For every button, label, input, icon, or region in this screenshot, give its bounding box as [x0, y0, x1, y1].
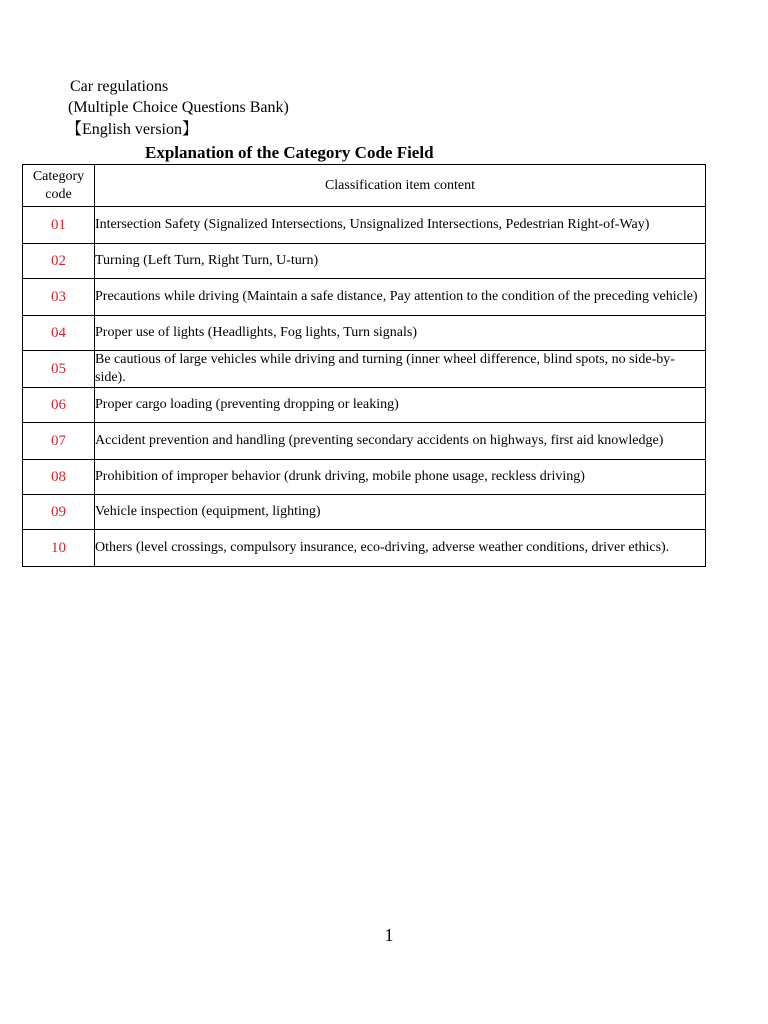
column-header-code-line2: code	[45, 186, 72, 202]
language-version: 【English version】	[66, 121, 198, 138]
category-code: 02	[23, 244, 95, 279]
table-row	[23, 316, 706, 351]
category-code: 05	[23, 351, 95, 388]
category-content: Intersection Safety (Signalized Intersections, Unsignalized Intersections, Pedestrian Right-of-Way)	[95, 207, 706, 244]
column-header-content: Classification item content	[95, 165, 706, 207]
table-row	[23, 279, 706, 316]
table-row	[23, 460, 706, 495]
category-content: Proper cargo loading (preventing dropping or leaking)	[95, 388, 706, 423]
category-content: Be cautious of large vehicles while driving and turning (inner wheel difference, blind spots, no side-by-side).	[95, 351, 706, 388]
document-title: Car regulations	[70, 78, 169, 95]
category-code: 07	[23, 423, 95, 460]
category-content: Precautions while driving (Maintain a safe distance, Pay attention to the condition of the preceding vehicle)	[95, 279, 706, 316]
table-row	[23, 244, 706, 279]
table-row	[23, 351, 706, 388]
category-code: 06	[23, 388, 95, 423]
column-header-code-line1: Category	[32, 168, 85, 184]
table-row	[23, 423, 706, 460]
document-subtitle: (Multiple Choice Questions Bank)	[68, 99, 289, 116]
category-content: Prohibition of improper behavior (drunk driving, mobile phone usage, reckless driving)	[95, 460, 706, 495]
category-code: 08	[23, 460, 95, 495]
category-code: 04	[23, 316, 95, 351]
column-header-category-code	[23, 165, 95, 207]
category-content: Others (level crossings, compulsory insurance, eco-driving, adverse weather conditions, driver ethics).	[95, 530, 706, 567]
table-row	[23, 207, 706, 244]
category-code: 10	[23, 530, 95, 567]
category-code-table	[22, 164, 706, 567]
table-row	[23, 388, 706, 423]
category-code: 09	[23, 495, 95, 530]
table-row	[23, 530, 706, 567]
category-content: Turning (Left Turn, Right Turn, U-turn)	[95, 244, 706, 279]
category-content: Accident prevention and handling (preventing secondary accidents on highways, first aid knowledge)	[95, 423, 706, 460]
table-title: Explanation of the Category Code Field	[145, 143, 434, 162]
table-row	[23, 495, 706, 530]
page-number: 1	[384, 925, 394, 945]
category-content: Proper use of lights (Headlights, Fog lights, Turn signals)	[95, 316, 706, 351]
category-code: 01	[23, 207, 95, 244]
category-content: Vehicle inspection (equipment, lighting)	[95, 495, 706, 530]
category-code: 03	[23, 279, 95, 316]
table-header-row	[23, 165, 706, 207]
